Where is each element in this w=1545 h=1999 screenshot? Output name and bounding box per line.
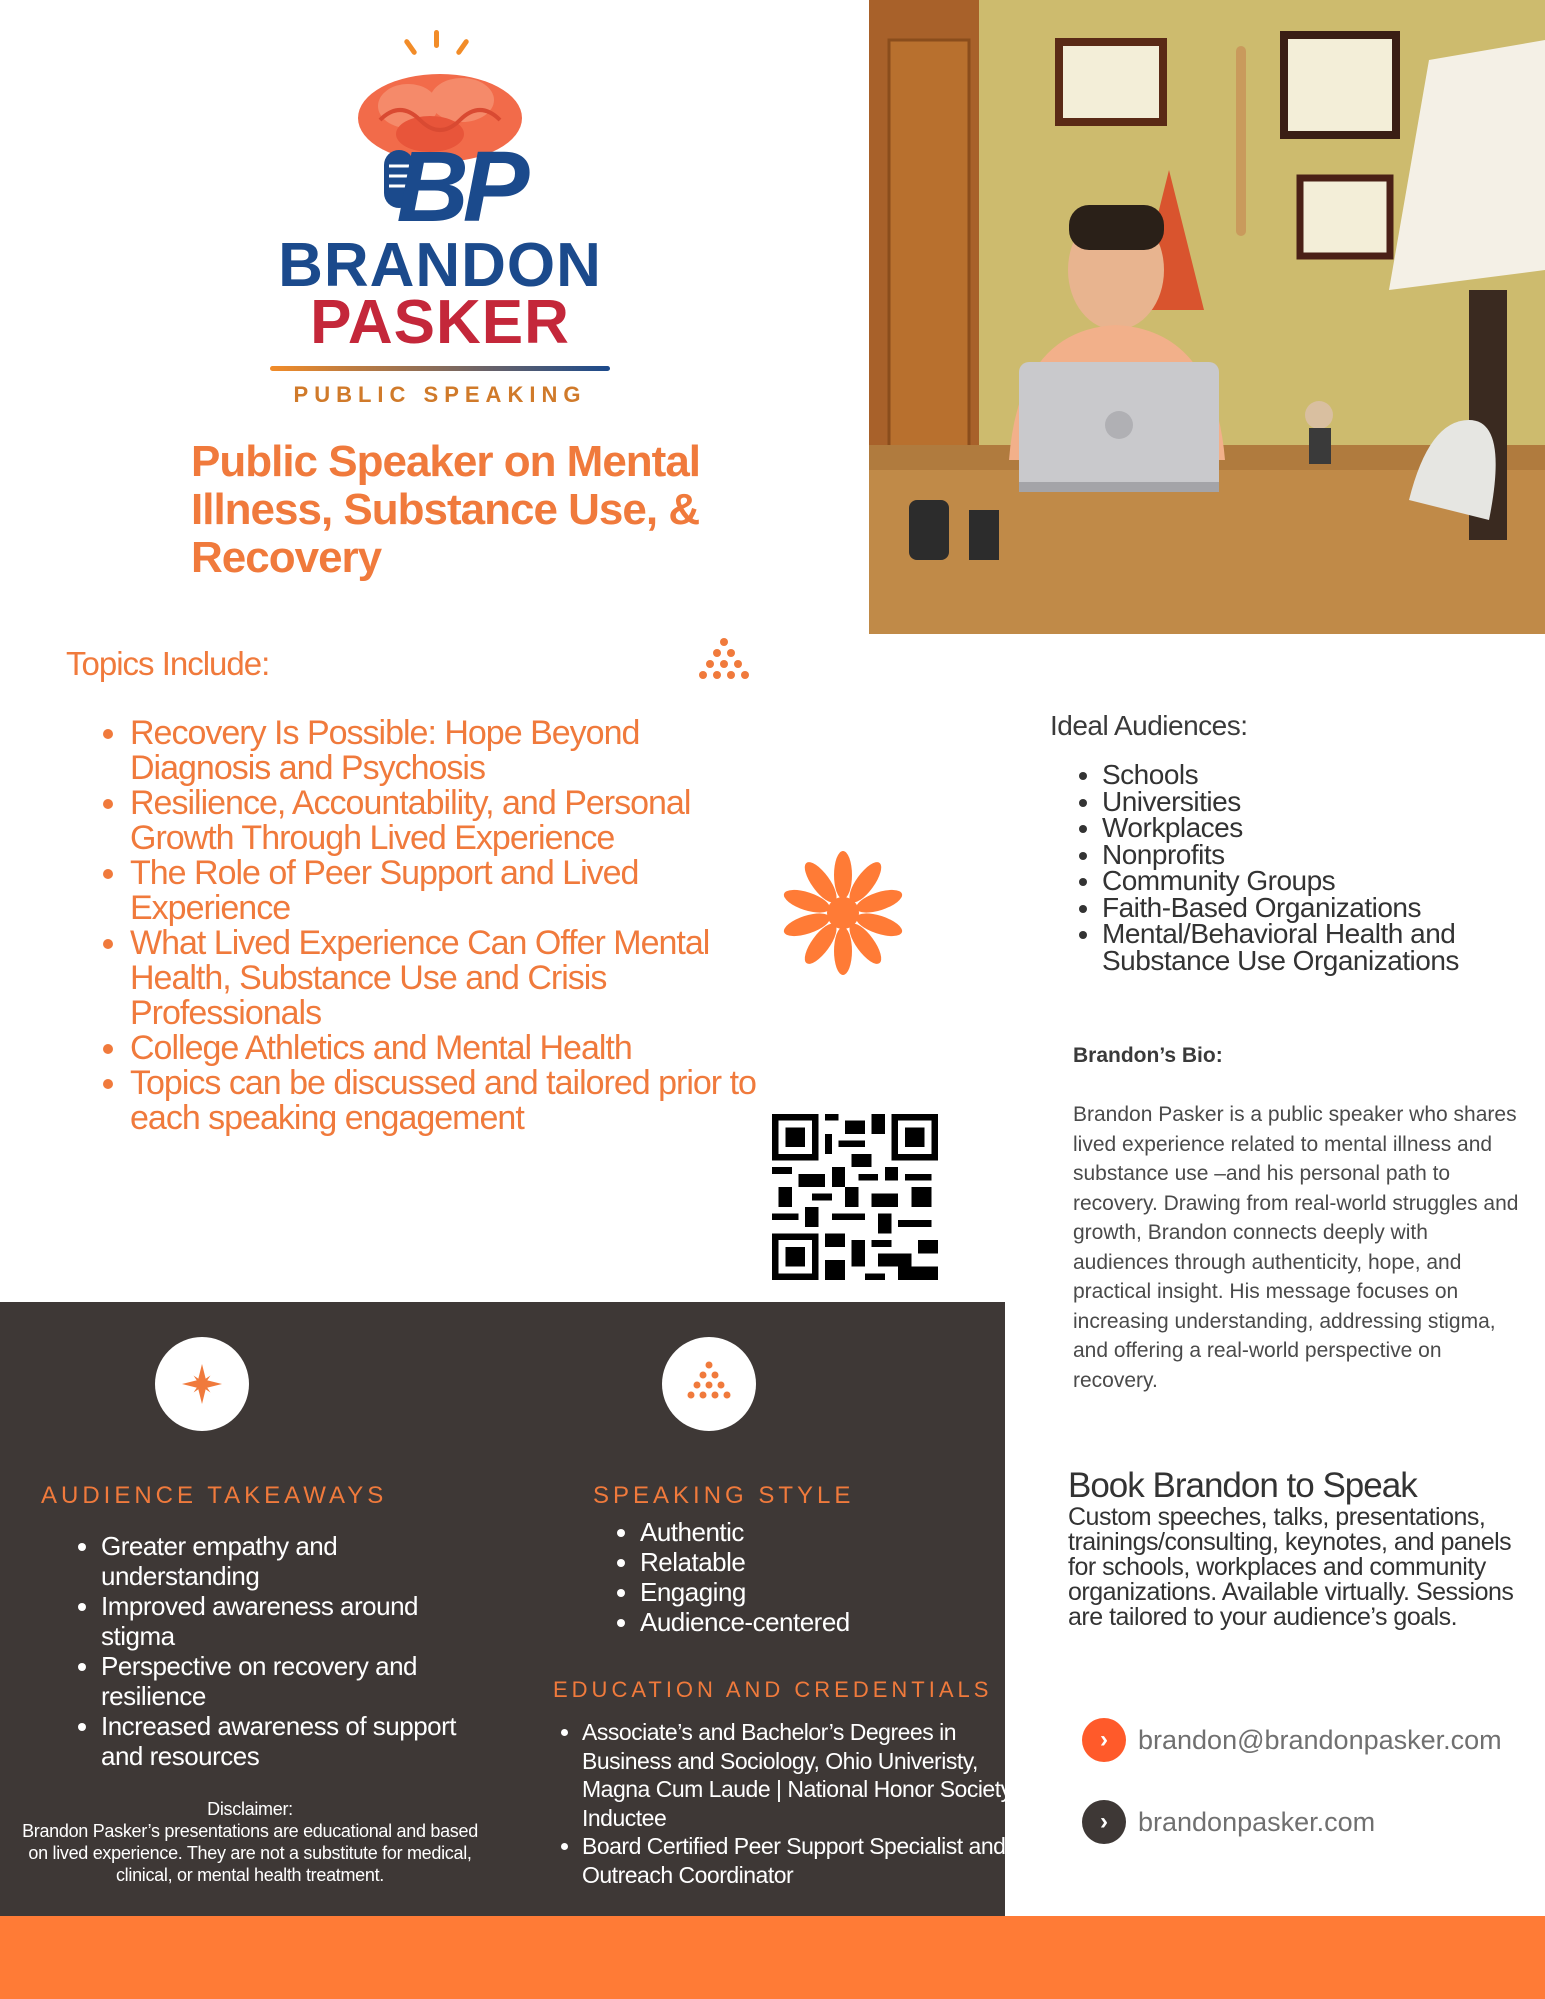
audiences-heading: Ideal Audiences: bbox=[1050, 710, 1248, 741]
disclaimer-label: Disclaimer: bbox=[207, 1799, 293, 1819]
chevron-right-icon: › bbox=[1082, 1800, 1126, 1844]
chevron-right-icon: › bbox=[1082, 1718, 1126, 1762]
qr-code[interactable] bbox=[772, 1114, 938, 1280]
dot-triangle-icon bbox=[662, 1337, 756, 1431]
starburst-icon bbox=[780, 850, 906, 976]
list-item: • Improved awareness around stigma bbox=[101, 1591, 461, 1651]
dot-triangle-icon bbox=[694, 636, 754, 686]
list-item: • College Athletics and Mental Health bbox=[130, 1031, 770, 1066]
list-item: • Increased awareness of support and resources bbox=[101, 1711, 461, 1771]
list-item: • Greater empathy and understanding bbox=[101, 1531, 461, 1591]
sparkle-icon bbox=[155, 1337, 249, 1431]
bio-heading: Brandon’s Bio: bbox=[1073, 1044, 1223, 1067]
logo-name-line1: BRANDON bbox=[278, 231, 602, 300]
book-heading: Book Brandon to Speak bbox=[1068, 1466, 1417, 1505]
speaker-photo bbox=[869, 0, 1545, 634]
topics-list bbox=[86, 716, 770, 1136]
list-item: • What Lived Experience Can Offer Mental Health, Substance Use and Crisis Professionals bbox=[130, 926, 770, 1031]
logo-tagline: PUBLIC SPEAKING bbox=[293, 382, 587, 407]
list-item: • Audience-centered bbox=[640, 1607, 1000, 1637]
website-text[interactable]: brandonpasker.com bbox=[1138, 1806, 1376, 1837]
brand-logo bbox=[200, 30, 680, 420]
takeaways-heading: AUDIENCE TAKEAWAYS bbox=[41, 1482, 388, 1509]
list-item: • Recovery Is Possible: Hope Beyond Diagnosis and Psychosis bbox=[130, 716, 770, 786]
email-text[interactable]: brandon@brandonpasker.com bbox=[1138, 1724, 1502, 1755]
disclaimer bbox=[20, 1798, 480, 1886]
bio-text: Brandon Pasker is a public speaker who shares lived experience related to mental illness and substance use –and his personal path to recovery. Drawing from real-world struggles and growth, Brandon connects deeply with audiences through authenticity, hope, and practical insight. His message focuses on increasing understanding, addressing stigma, and offering a real-world perspective on recovery. bbox=[1073, 1103, 1519, 1392]
list-item: • Community Groups bbox=[1102, 868, 1542, 895]
logo-monogram: BP bbox=[396, 131, 524, 243]
list-item: • Faith-Based Organizations bbox=[1102, 895, 1542, 922]
education-list bbox=[552, 1718, 1022, 1889]
list-item: • Topics can be discussed and tailored prior to each speaking engagement bbox=[130, 1066, 770, 1136]
education-heading: EDUCATION AND CREDENTIALS bbox=[553, 1677, 993, 1702]
email-link[interactable] bbox=[1082, 1718, 1502, 1762]
logo-name-line2: PASKER bbox=[310, 288, 570, 357]
list-item: • Mental/Behavioral Health and Substance Use Organizations bbox=[1102, 921, 1542, 974]
list-item: • Associate’s and Bachelor’s Degrees in Business and Sociology, Ohio Univeristy, Magna Cum Laude | National Honor Society Inductee bbox=[582, 1718, 1022, 1832]
list-item: • Schools bbox=[1102, 762, 1542, 789]
list-item: • Perspective on recovery and resilience bbox=[101, 1651, 461, 1711]
list-item: • Engaging bbox=[640, 1577, 1000, 1607]
takeaways-list bbox=[67, 1531, 461, 1771]
list-item: • Resilience, Accountability, and Personal Growth Through Lived Experience bbox=[130, 786, 770, 856]
list-item: • Board Certified Peer Support Specialist and Outreach Coordinator bbox=[582, 1832, 1022, 1889]
audiences-list bbox=[1072, 759, 1542, 976]
logo-swoosh bbox=[270, 366, 610, 371]
disclaimer-text: Brandon Pasker’s presentations are educational and based on lived experience. They are not a substitute for medical, clinical, or mental health treatment. bbox=[22, 1821, 478, 1885]
page-title: Public Speaker on Mental Illness, Substance Use, & Recovery bbox=[191, 437, 701, 582]
list-item: • Nonprofits bbox=[1102, 842, 1542, 869]
list-item: • Relatable bbox=[640, 1547, 1000, 1577]
list-item: • Authentic bbox=[640, 1517, 1000, 1547]
list-item: • Universities bbox=[1102, 789, 1542, 816]
list-item: • The Role of Peer Support and Lived Experience bbox=[130, 856, 770, 926]
footer-bar bbox=[0, 1916, 1545, 1999]
website-link[interactable] bbox=[1082, 1800, 1375, 1844]
speaking-style-list bbox=[610, 1517, 1000, 1637]
speaking-style-heading: SPEAKING STYLE bbox=[593, 1482, 855, 1509]
book-text: Custom speeches, talks, presentations, trainings/consulting, keynotes, and panels for schools, workplaces and community organizations. Available virtually. Sessions are tailored to your audience’s goals. bbox=[1068, 1503, 1514, 1631]
list-item: • Workplaces bbox=[1102, 815, 1542, 842]
topics-heading: Topics Include: bbox=[66, 645, 270, 682]
